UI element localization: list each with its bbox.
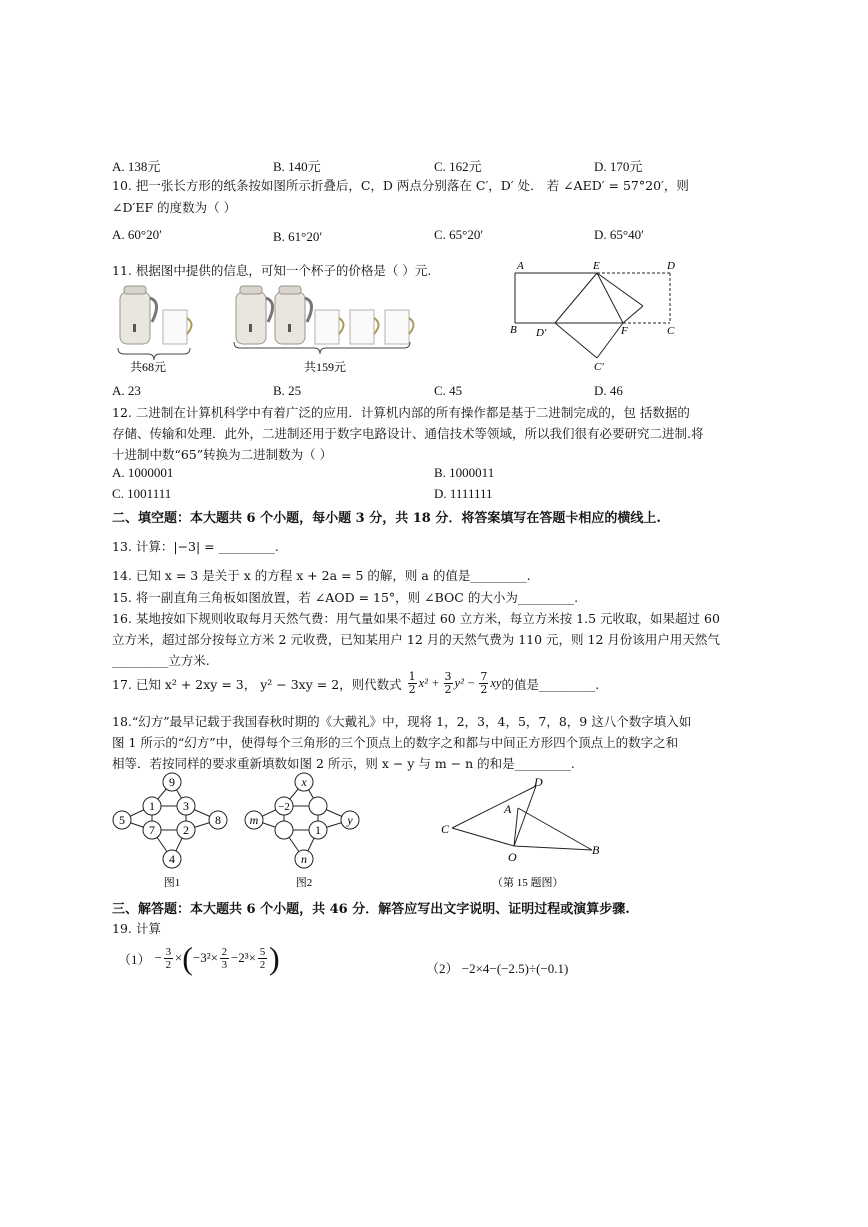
q14-text: 14. 已知 x = 3 是关于 x 的方程 x + 2a = 5 的解，则 a 的值是_________. [112, 568, 531, 583]
q11-option-c: C. 45 [434, 383, 463, 398]
fig1-caption: 图1 [163, 877, 181, 889]
q11-option-d: D. 46 [594, 383, 623, 398]
q12-line2: 存储、传输和处理．此外，二进制还用于数字电路设计、通信技术等领域，所以我们很有必要研究二进制.将 [112, 426, 704, 441]
q18-line2: 图 1 所示的“幻方”中，使得每个三角形的三个顶点上的数字之和都与中间正方形四个顶点上的数字之和 [112, 735, 679, 750]
q9-option-c: C. 162元 [434, 159, 482, 174]
q11-option-a: A. 23 [112, 383, 141, 398]
caption-left: 共68元 [130, 360, 167, 374]
fraction-1-denominator: 2 [408, 683, 416, 696]
fig1-upper-right: 3 [183, 799, 189, 813]
label-b: B [510, 324, 517, 336]
q16-line1: 16. 某地按如下规则收取每月天然气费：用气量如果不超过 60 立方米，每立方米按 1.5 元收取，如果超过 60 [112, 611, 720, 626]
q11-text: 11. 根据图中提供的信息，可知一个杯子的价格是（ ）元. [112, 263, 432, 278]
q11-option-b: B. 25 [273, 383, 302, 398]
q17-text [112, 671, 599, 696]
q12-option-a: A. 1000001 [112, 465, 174, 480]
kettle-icon [275, 286, 312, 344]
kettle-icon [120, 286, 157, 344]
fig1-left: 5 [119, 813, 125, 827]
q17-suffix: 的值是_________. [501, 676, 600, 692]
kettle-icon [236, 286, 273, 344]
q18-line1: 18.“幻方”最早记载于我国春秋时期的《大戴礼》中，现将 1，2，3，4，5，7，8，9 这八个数字填入如 [112, 714, 692, 729]
q10-option-c: C. 65°20′ [434, 227, 484, 242]
fraction-1 [408, 671, 417, 696]
cup-icon [385, 310, 414, 344]
fold-figure [505, 258, 685, 373]
fraction-1-numerator: 1 [408, 670, 416, 683]
label-d-prime: D′ [536, 327, 547, 339]
label-c-prime: C′ [594, 361, 604, 373]
section-2-heading: 二、填空题：本大题共 6 个小题，每小题 3 分，共 18 分．将答案填写在答题卡相应的横线上. [112, 511, 661, 526]
fraction-3-numerator: 7 [480, 670, 488, 683]
q10-text-line2: ∠D′EF 的度数为（ ） [112, 200, 237, 215]
magic-square-figure-2 [236, 770, 366, 892]
fig2-lower-right: 1 [315, 823, 321, 837]
label-f: F [621, 325, 628, 337]
cup-icon [350, 310, 379, 344]
q12-line3: 十进制中数“65”转换为二进制数为（ ） [112, 447, 333, 462]
fig1-bottom: 4 [169, 852, 175, 866]
label-o: O [508, 850, 517, 864]
q19-title: 19. 计算 [112, 921, 161, 936]
q19-part1: （1） − 3 2 × ( −3²× 2 3 −2³× 5 2 ) [118, 940, 280, 976]
q12-option-d: D. 1111111 [434, 486, 493, 501]
q9-option-d: D. 170元 [594, 159, 643, 174]
q16-line2: 立方米，超过部分按每立方米 2 元收费，已知某用户 12 月的天然气费为 110 元，则 12 月份该用户用天然气 [112, 632, 720, 647]
fig2-bottom: n [301, 852, 307, 866]
fraction-3 [479, 671, 488, 696]
q12-option-b: B. 1000011 [434, 465, 495, 480]
fraction-3-denominator: 2 [480, 683, 488, 696]
fig2-caption: 图2 [295, 877, 313, 889]
q19-part2: （2） −2×4−(−2.5)÷(−0.1) [426, 961, 569, 976]
q10-option-d: D. 65°40′ [594, 227, 644, 242]
fraction-2-denominator: 2 [444, 683, 452, 696]
q10-option-b: B. 61°20′ [273, 229, 323, 244]
magic-square-figure-1 [104, 770, 234, 892]
fig2-right: y [347, 813, 353, 827]
fig1-lower-right: 2 [183, 823, 189, 837]
q12-option-c: C. 1001111 [112, 486, 172, 501]
label-c: C [441, 822, 450, 836]
q17-term-3: xy [490, 676, 502, 690]
label-a: A [504, 802, 512, 816]
fig1-right: 8 [215, 813, 221, 827]
q15-text: 15. 将一副直角三角板如图放置，若 ∠AOD = 15°，则 ∠BOC 的大小为_________. [112, 590, 579, 605]
q12-line1: 12. 二进制在计算机科学中有着广泛的应用．计算机内部的所有操作都是基于二进制完成的，包 括数据的 [112, 405, 690, 420]
q19-part1-label: （1） [118, 951, 151, 967]
fig2-upper-left: −2 [278, 801, 290, 813]
label-e: E [593, 260, 600, 272]
fig2-left: m [249, 813, 259, 827]
fig15-caption: （第 15 题图） [492, 877, 564, 889]
q9-option-b: B. 140元 [273, 159, 321, 174]
cup-icon [163, 310, 192, 344]
caption-right: 共159元 [304, 360, 347, 374]
q17-term-1: x² + [418, 676, 440, 690]
label-c: C [667, 325, 675, 337]
fig1-lower-left: 7 [149, 823, 155, 837]
q13-text: 13. 计算：|−3| = _________. [112, 539, 279, 554]
fig1-upper-left: 1 [149, 799, 155, 813]
fig2-top: x [301, 775, 307, 789]
q10-text-line1: 10. 把一张长方形的纸条按如图所示折叠后，C，D 两点分别落在 C′，D′ 处． 若 ∠AED′ = 57°20′，则 [112, 178, 689, 193]
q17-prefix: 17. 已知 x² + 2xy = 3， y² − 3xy = 2，则代数式 [112, 676, 402, 692]
fraction-2 [444, 671, 453, 696]
fraction-2-numerator: 3 [444, 670, 452, 683]
kettle-cups-figure [108, 280, 418, 375]
label-a: A [517, 260, 524, 272]
label-d: D [534, 775, 543, 789]
label-d: D [667, 260, 675, 272]
q17-term-2: y² − [454, 676, 476, 690]
section-3-heading: 三、解答题：本大题共 6 个小题，共 46 分．解答应写出文字说明、证明过程或演算步骤. [112, 902, 630, 917]
q10-option-a: A. 60°20′ [112, 227, 162, 242]
triangle-figure-15 [430, 770, 610, 892]
cup-icon [315, 310, 344, 344]
q9-option-a: A. 138元 [112, 159, 161, 174]
q16-line3: _________立方米. [112, 653, 210, 668]
fig1-top: 9 [169, 775, 175, 789]
label-b: B [592, 843, 600, 857]
q18-line3: 相等．若按同样的要求重新填数如图 2 所示，则 x − y 与 m − n 的和是_________. [112, 756, 575, 771]
